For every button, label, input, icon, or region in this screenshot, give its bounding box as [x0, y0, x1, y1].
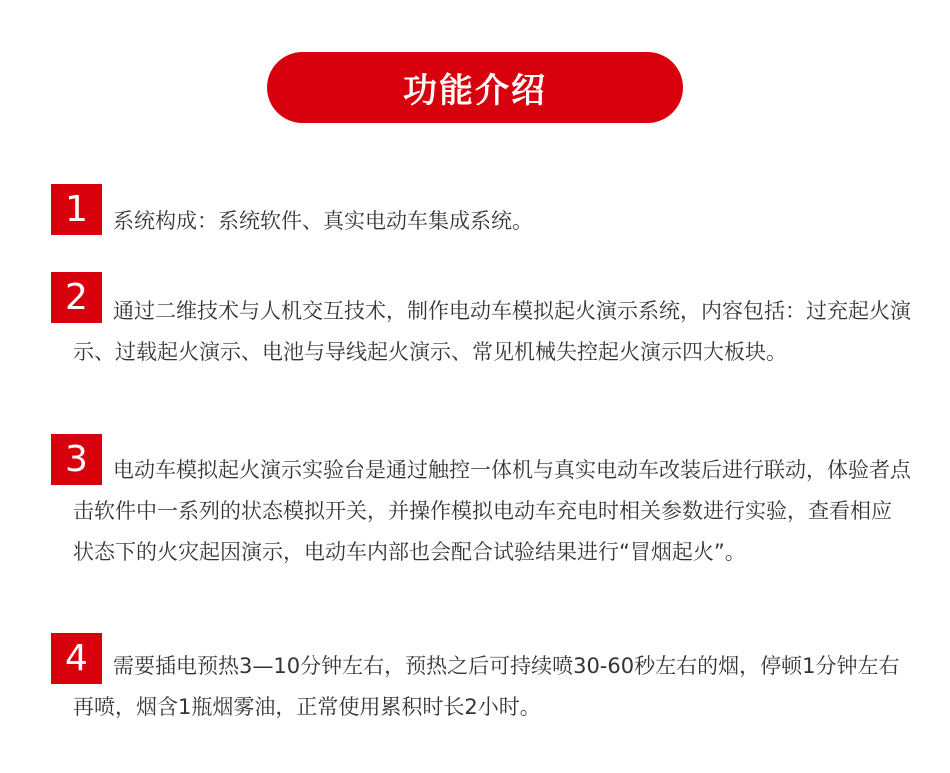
item-description: 需要插电预热3—10分钟左右，预热之后可持续喷30-60秒左右的烟，停顿1分钟左右再喷，烟含1瓶烟雾油，正常使用累积时长2小时。 [73, 654, 900, 719]
feature-item-4 [51, 633, 911, 728]
item-number-badge: 1 [51, 184, 102, 235]
item-description: 电动车模拟起火演示实验台是通过触控一体机与真实电动车改装后进行联动，体验者点击软件中一系列的状态模拟开关，并操作模拟电动车充电时相关参数进行实验，查看相应状态下的火灾起因演示，电动车内部也会配合试验结果进行“冒烟起火”。 [73, 458, 911, 564]
item-number-badge: 2 [51, 272, 102, 323]
page-title: 功能介绍 [267, 52, 683, 123]
item-description: 系统构成：系统软件、真实电动车集成系统。 [113, 209, 533, 233]
feature-item-1 [51, 184, 911, 241]
item-number-badge: 4 [51, 633, 102, 684]
item-description: 通过二维技术与人机交互技术，制作电动车模拟起火演示系统，内容包括：过充起火演示、过载起火演示、电池与导线起火演示、常见机械失控起火演示四大板块。 [73, 299, 911, 364]
item-number-badge: 3 [51, 434, 102, 485]
feature-item-3 [51, 434, 911, 573]
feature-item-2 [51, 272, 911, 373]
